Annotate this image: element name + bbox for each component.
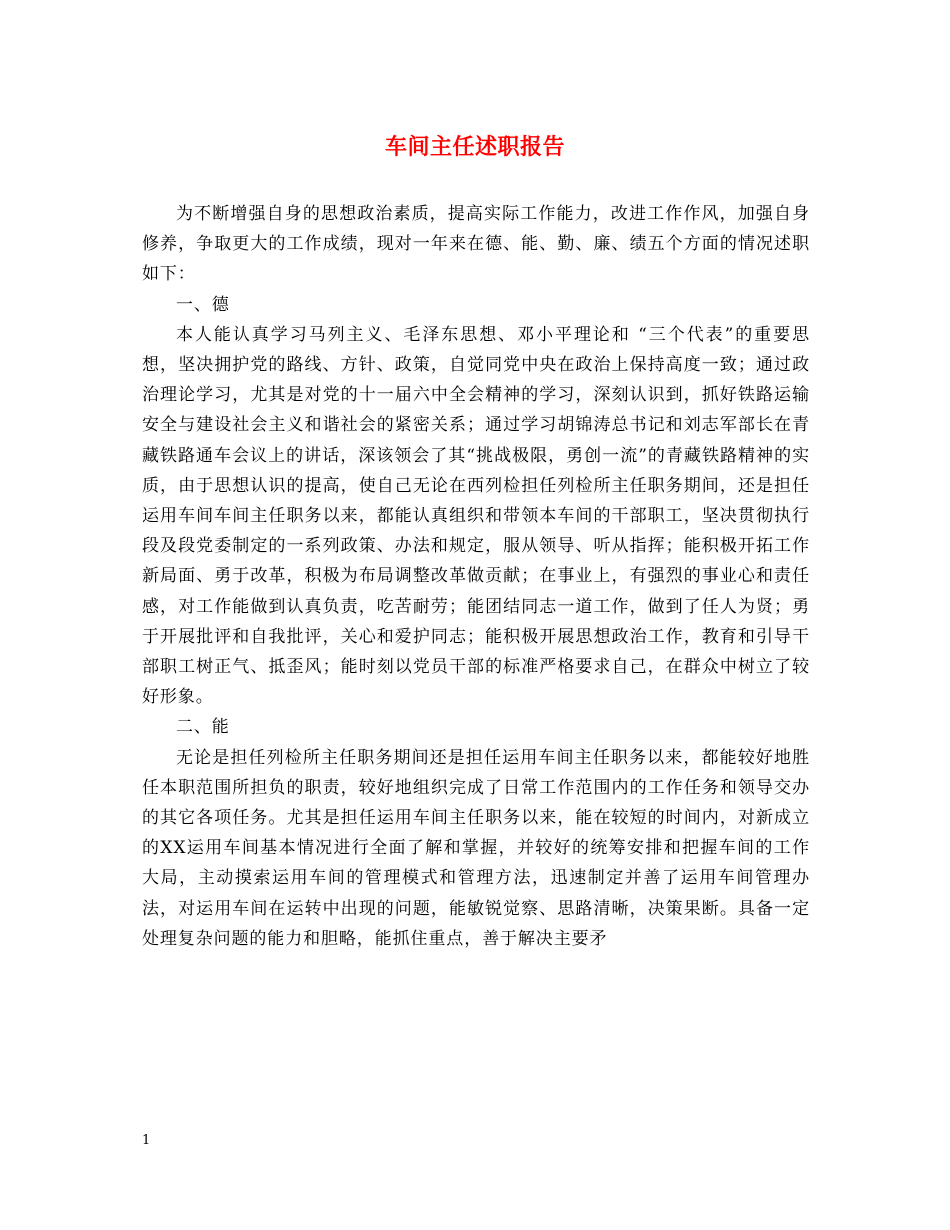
- section-heading-neng: 二、能: [176, 717, 230, 738]
- section-neng-paragraph: 无论是担任列检所主任职务期间还是担任运用车间主任职务以来，都能较好地胜任本职范围所担负的职责，较好地组织完成了日常工作范围内的工作任务和领导交办的其它各项任务。尤其是担任运用车间主任职务以来，能在较短的时间内，对新成立的XX运用车间基本情况进行全面了解和掌握，并较好的统筹安排和把握车间的工作大局，主动摸索运用车间的管理模式和管理方法，迅速制定并善了运用车间管理办法，对运用车间在运转中出现的问题，能敏锐觉察、思路清晰，决策果断。具备一定处理复杂问题的能力和胆略，能抓住重点，善于解决主要矛: [142, 747, 810, 949]
- page-number: 1: [142, 1133, 151, 1148]
- section-heading-de: 一、德: [176, 294, 230, 315]
- document-body: [142, 199, 810, 954]
- intro-paragraph: 为不断增强自身的思想政治素质，提高实际工作能力，改进工作作风，加强自身修养，争取更大的工作成绩，现对一年来在德、能、勤、廉、绩五个方面的情况述职如下：: [142, 204, 810, 285]
- section-de-paragraph: 本人能认真学习马列主义、毛泽东思想、邓小平理论和 “三个代表”的重要思想，坚决拥护党的路线、方针、政策，自觉同党中央在政治上保持高度一致；通过政治理论学习，尤其是对党的十一届六中全会精神的学习，深刻认识到，抓好铁路运输安全与建设社会主义和谐社会的紧密关系；通过学习胡锦涛总书记和刘志军部长在青藏铁路通车会议上的讲话，深该领会了其“挑战极限，勇创一流”的青藏铁路精神的实质，由于思想认识的提高，使自己无论在西列检担任列检所主任职务期间，还是担任运用车间车间主任职务以来，都能认真组织和带领本车间的干部职工，坚决贯彻执行段及段党委制定的一系列政策、办法和规定，服从领导、听从指挥；能积极开拓工作新局面、勇于改革，积极为布局调整改革做贡献；在事业上，有强烈的事业心和责任感，对工作能做到认真负责，吃苦耐劳；能团结同志一道工作，做到了任人为贤；勇于开展批评和自我批评，关心和爱护同志；能积极开展思想政治工作，教育和引导干部职工树正气、抵歪风；能时刻以党员干部的标准严格要求自己，在群众中树立了较好形象。: [142, 324, 810, 708]
- document-title: 车间主任述职报告: [384, 134, 565, 160]
